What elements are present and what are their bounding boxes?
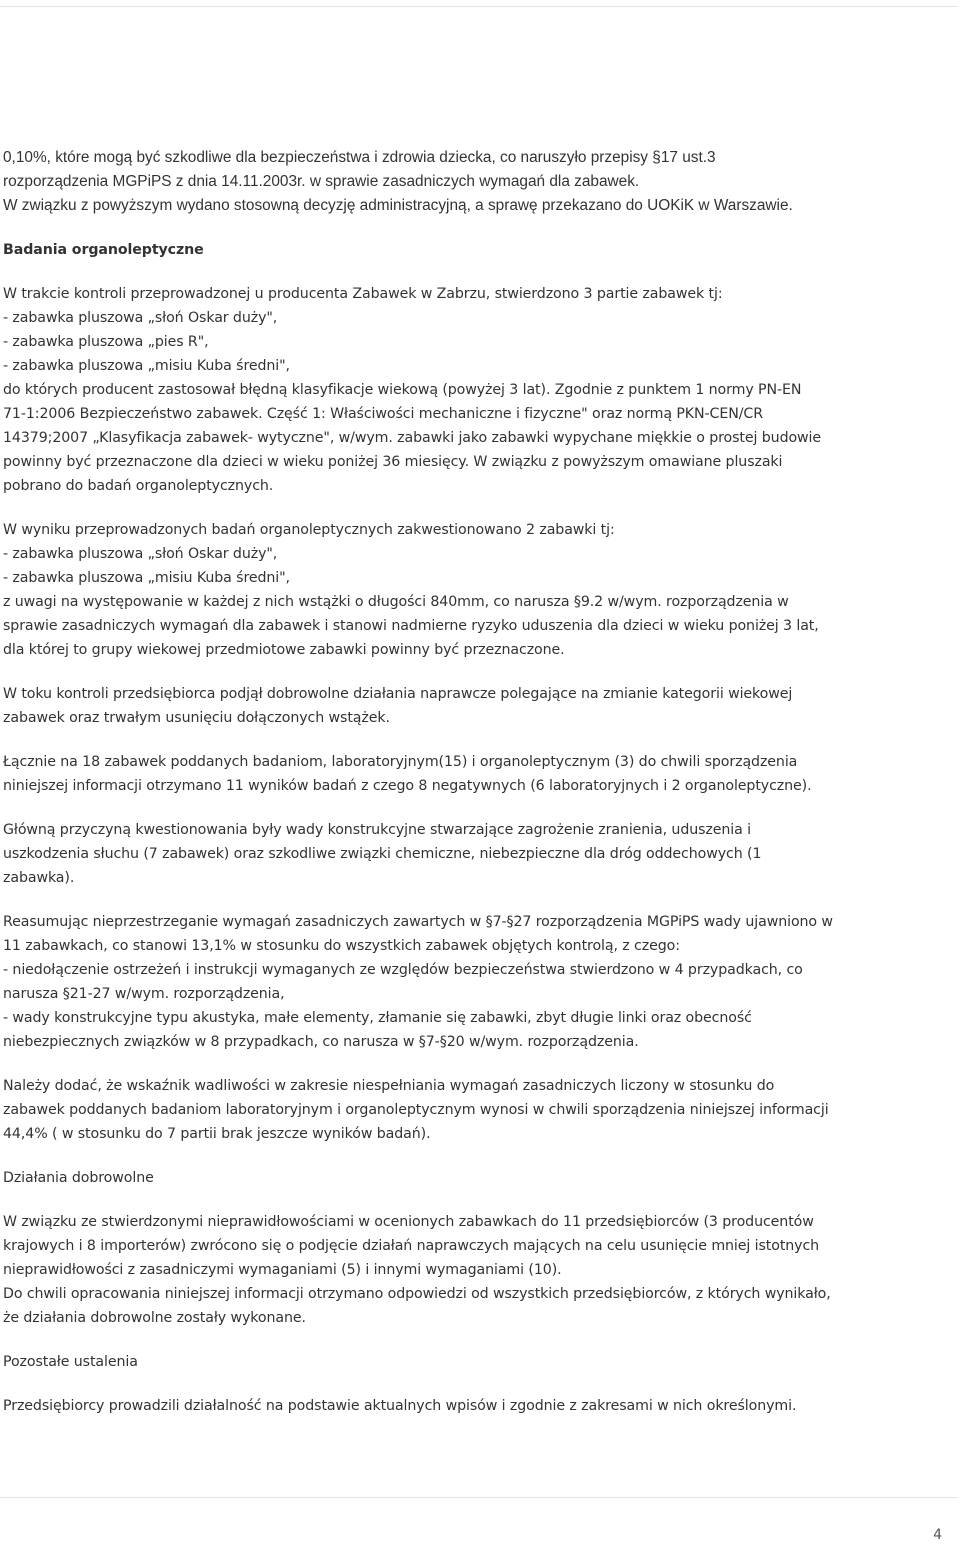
text-line: 44,4% ( w stosunku do 7 partii brak jeszcze wyników badań). — [3, 1126, 431, 1142]
list-item: - niedołączenie ostrzeżeń i instrukcji wymaganych ze względów bezpieczeństwa stwierdzono w 4 przypadkach, co — [3, 962, 803, 978]
list-item: - zabawka pluszowa „pies R", — [3, 334, 209, 350]
text-line: Należy dodać, że wskaźnik wadliwości w zakresie niespełniania wymagań zasadniczych liczony w stosunku do — [3, 1078, 775, 1094]
text-line: Do chwili opracowania niniejszej informacji otrzymano odpowiedzi od wszystkich przedsiębiorców, z których wynikało, — [3, 1286, 831, 1302]
text-line: W toku kontroli przedsiębiorca podjął dobrowolne działania naprawcze polegające na zmianie kategorii wiekowej — [3, 686, 793, 702]
paragraph-kontrola — [3, 282, 958, 498]
text-line: zabawka). — [3, 870, 75, 886]
text-line: rozporządzenia MGPiPS z dnia 14.11.2003r. w sprawie zasadniczych wymagań dla zabawek. — [3, 173, 640, 190]
footer-divider — [0, 1497, 958, 1498]
text-line: narusza §21-27 w/wym. rozporządzenia, — [3, 986, 285, 1002]
text-line: pobrano do badań organoleptycznych. — [3, 478, 274, 494]
text-line: zabawek oraz trwałym usunięciu dołączonych wstążek. — [3, 710, 390, 726]
section-heading-badania: Badania organoleptyczne — [3, 242, 204, 258]
text-line: Reasumując nieprzestrzeganie wymagań zasadniczych zawartych w §7-§27 rozporządzenia MGPiPS wady ujawniono w — [3, 914, 833, 930]
text-line: W wyniku przeprowadzonych badań organoleptycznych zakwestionowano 2 zabawki tj: — [3, 522, 615, 538]
list-item: - zabawka pluszowa „słoń Oskar duży", — [3, 310, 278, 326]
text-line: uszkodzenia słuchu (7 zabawek) oraz szkodliwe związki chemiczne, niebezpieczne dla dróg oddechowych (1 — [3, 846, 762, 862]
text-line: W trakcie kontroli przeprowadzonej u producenta Zabawek w Zabrzu, stwierdzono 3 partie zabawek tj: — [3, 286, 723, 302]
paragraph-reasumujac — [3, 910, 958, 1054]
text-line: Przedsiębiorcy prowadzili działalność na podstawie aktualnych wpisów i zgodnie z zakresami w nich określonymi. — [3, 1398, 797, 1414]
paragraph-wskaznik — [3, 1074, 958, 1146]
text-line: 14379;2007 „Klasyfikacja zabawek- wytyczne", w/wym. zabawki jako zabawki wypychane miękkie o prostej budowie — [3, 430, 822, 446]
paragraph-lacznie — [3, 750, 958, 798]
section-heading-dzialania-dobrowolne: Działania dobrowolne — [3, 1170, 154, 1186]
list-item: - zabawka pluszowa „misiu Kuba średni", — [3, 358, 290, 374]
text-line: niebezpiecznych związków w 8 przypadkach, co narusza w §7-§20 w/wym. rozporządzenia. — [3, 1034, 639, 1050]
text-line: sprawie zasadniczych wymagań dla zabawek i stanowi nadmierne ryzyko uduszenia dla dzieci w wieku poniżej 3 lat, — [3, 618, 819, 634]
text-line: z uwagi na występowanie w każdej z nich wstążki o długości 840mm, co narusza §9.2 w/wym. rozporządzenia w — [3, 594, 789, 610]
text-line: W związku ze stwierdzonymi nieprawidłowościami w ocenionych zabawkach do 11 przedsiębiorców (3 producentów — [3, 1214, 814, 1230]
paragraph-przedsiebiorcy — [3, 1394, 958, 1418]
text-line: 71-1:2006 Bezpieczeństwo zabawek. Część 1: Właściwości mechaniczne i fizyczne" oraz normą PKN-CEN/CR — [3, 406, 763, 422]
text-line: do których producent zastosował błędną klasyfikacje wiekową (powyżej 3 lat). Zgodnie z punktem 1 normy PN-EN — [3, 382, 802, 398]
text-line: 0,10%, które mogą być szkodliwe dla bezpieczeństwa i zdrowia dziecka, co naruszyło przepisy §17 ust.3 — [3, 149, 716, 166]
text-line: niniejszej informacji otrzymano 11 wyników badań z czego 8 negatywnych (6 laboratoryjnych i 2 organoleptyczne). — [3, 778, 812, 794]
section-heading-pozostale-ustalenia: Pozostałe ustalenia — [3, 1354, 138, 1370]
text-line: że działania dobrowolne zostały wykonane. — [3, 1310, 306, 1326]
page-number: 4 — [933, 1527, 942, 1543]
text-line: krajowych i 8 importerów) zwrócono się o podjęcie działań naprawczych mających na celu usunięcie mniej istotnych — [3, 1238, 820, 1254]
paragraph-dzialania-naprawcze — [3, 682, 958, 730]
text-line: Główną przyczyną kwestionowania były wady konstrukcyjne stwarzające zagrożenie zranienia, uduszenia i — [3, 822, 751, 838]
header-divider — [0, 6, 958, 7]
text-line: nieprawidłowości z zasadniczymi wymaganiami (5) i innymi wymaganiami (10). — [3, 1262, 562, 1278]
list-item: - zabawka pluszowa „misiu Kuba średni", — [3, 570, 290, 586]
paragraph-przyczyna — [3, 818, 958, 890]
text-line: dla której to grupy wiekowej przedmiotowe zabawki powinny być przeznaczone. — [3, 642, 565, 658]
text-line: Łącznie na 18 zabawek poddanych badaniom, laboratoryjnym(15) i organoleptycznym (3) do chwili sporządzenia — [3, 754, 798, 770]
document-body — [3, 146, 958, 1418]
text-line: W związku z powyższym wydano stosowną decyzję administracyjną, a sprawę przekazano do UOKiK w Warszawie. — [3, 197, 793, 214]
paragraph-wyniki — [3, 518, 958, 662]
text-line: powinny być przeznaczone dla dzieci w wieku poniżej 36 miesięcy. W związku z powyższym omawiane pluszaki — [3, 454, 783, 470]
list-item: - zabawka pluszowa „słoń Oskar duży", — [3, 546, 278, 562]
text-line: 11 zabawkach, co stanowi 13,1% w stosunku do wszystkich zabawek objętych kontrolą, z czego: — [3, 938, 680, 954]
paragraph-dobrowolne — [3, 1210, 958, 1330]
list-item: - wady konstrukcyjne typu akustyka, małe elementy, złamanie się zabawki, zbyt długie linki oraz obecność — [3, 1010, 752, 1026]
intro-paragraph — [3, 146, 958, 218]
text-line: zabawek poddanych badaniom laboratoryjnym i organoleptycznym wynosi w chwili sporządzenia niniejszej informacji — [3, 1102, 829, 1118]
